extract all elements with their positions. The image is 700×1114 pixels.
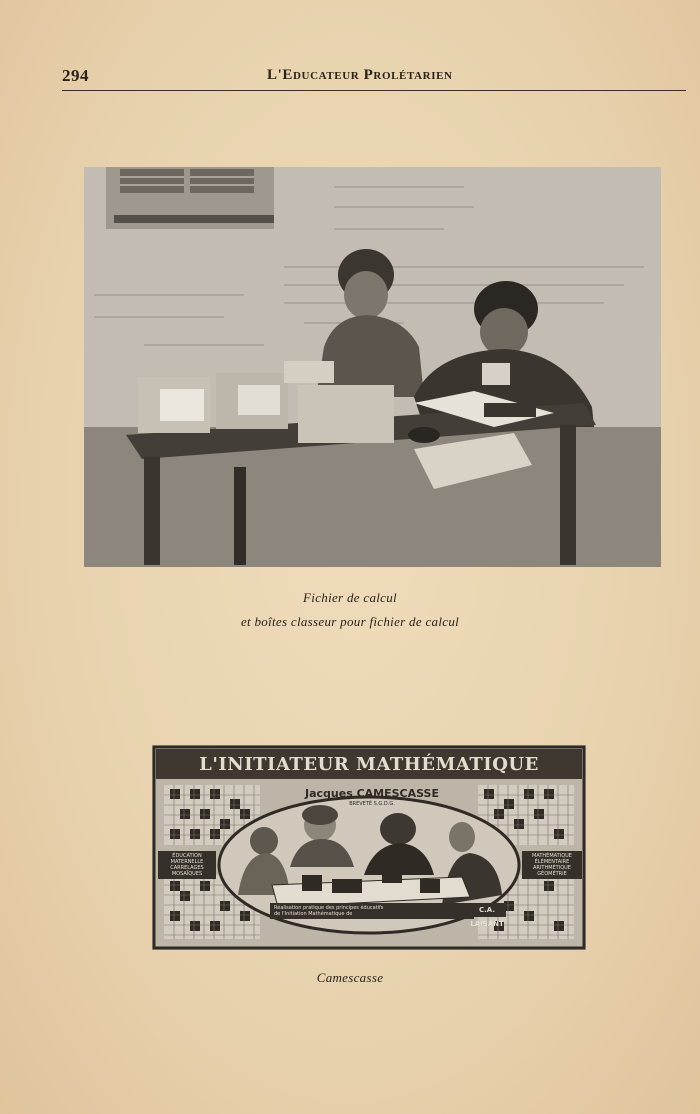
banner-caption: Camescasse bbox=[316, 970, 384, 985]
banner-right-line: ÉLÉMENTAIRE bbox=[534, 859, 570, 865]
page-number: 294 bbox=[62, 66, 89, 85]
banner-footer-name: C.A. LAISANT bbox=[468, 903, 506, 917]
banner-left-line: MATERNELLE bbox=[170, 859, 204, 865]
banner-title: L'INITIATEUR MATHÉMATIQUE bbox=[199, 754, 539, 775]
journal-title: L'Educateur Prolétarien bbox=[267, 67, 453, 83]
banner-left-line: CARRELAGES bbox=[170, 865, 204, 871]
banner-brevete: BREVETÉ S.G.D.G. bbox=[349, 801, 395, 807]
banner-footer-line-2: de l'Initiation Mathématique de bbox=[274, 911, 353, 917]
page-header bbox=[62, 64, 686, 91]
banner-right-label bbox=[522, 851, 582, 879]
photo-caption-line-1: Fichier de calcul bbox=[303, 590, 397, 605]
banner-right-line: MATHÉMATIQUE bbox=[532, 853, 572, 859]
banner-author: Jacques CAMESCASSE bbox=[305, 787, 439, 800]
banner-footer-line-1: Réalisation pratique des principes éducatifs bbox=[274, 905, 384, 911]
banner-left-line: ÉDUCATION bbox=[172, 853, 202, 859]
classroom-photo bbox=[84, 167, 661, 567]
banner-title-band bbox=[156, 749, 582, 779]
classroom-photo-drawing bbox=[84, 167, 661, 567]
banner-left-line: MOSAÏQUES bbox=[171, 871, 203, 877]
banner-right-line: ARITHMÉTIQUE bbox=[533, 865, 571, 871]
initiateur-banner bbox=[152, 745, 586, 950]
banner-left-label bbox=[158, 851, 216, 879]
banner-right-line: GÉOMÉTRIE bbox=[537, 871, 567, 877]
banner-footer bbox=[270, 903, 474, 919]
photo-caption-line-2: et boîtes classeur pour fichier de calcul bbox=[240, 614, 460, 629]
